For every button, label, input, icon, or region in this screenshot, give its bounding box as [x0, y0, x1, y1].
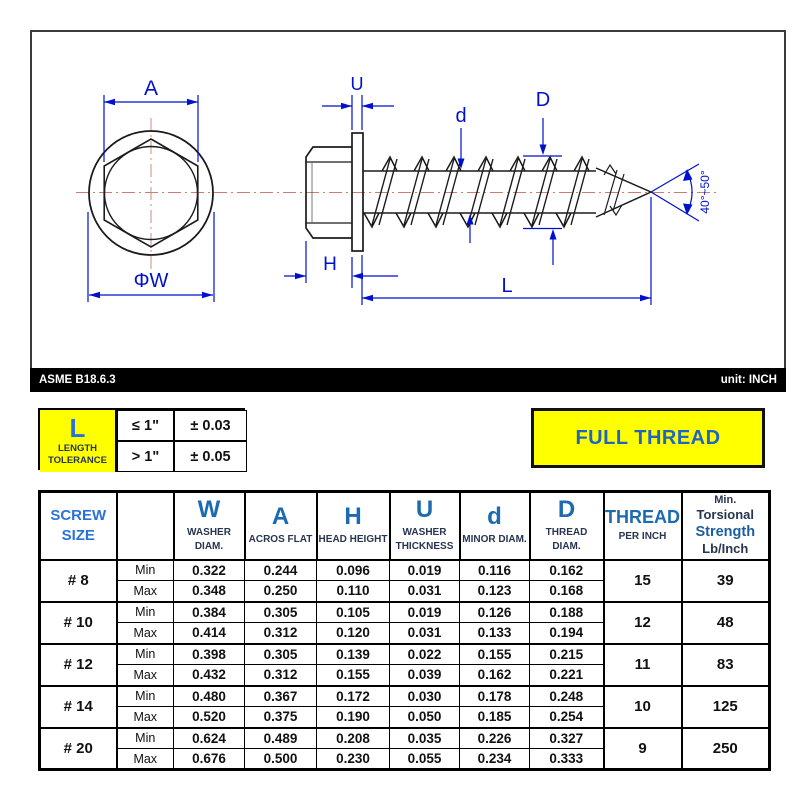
dim-label-phiW: ΦW: [133, 270, 169, 292]
full-thread-banner: [531, 408, 765, 468]
dimension-lines: [88, 95, 699, 305]
tolerance-symbol-cell: [40, 410, 117, 472]
cell-value: 0.022: [390, 644, 460, 665]
dimension-arrowheads: [89, 99, 693, 301]
cell-thread: 11: [604, 644, 682, 686]
cell-min-label: Min: [117, 728, 174, 749]
cell-value: 0.520: [174, 707, 245, 728]
cell-value: 0.050: [390, 707, 460, 728]
cell-thread: 9: [604, 728, 682, 770]
cell-value: 0.123: [460, 581, 530, 602]
cell-value: 0.305: [245, 644, 317, 665]
row-size-14-min: [40, 686, 770, 707]
col-sub: HEAD HEIGHT: [318, 534, 388, 545]
cell-value: 0.248: [530, 686, 604, 707]
side-view-head: [306, 133, 363, 251]
cell-value: 0.035: [390, 728, 460, 749]
col-letter: A: [271, 503, 290, 530]
tolerance-condition: ≤ 1": [117, 410, 174, 441]
cell-value: 0.244: [245, 560, 317, 581]
cell-value: 0.155: [317, 665, 390, 686]
cell-value: 0.188: [530, 602, 604, 623]
cell-value: 0.312: [245, 623, 317, 644]
row-size-20-min: [40, 728, 770, 749]
technical-drawing-panel: [30, 30, 786, 368]
cell-size: # 8: [40, 560, 117, 602]
cell-value: 0.019: [390, 602, 460, 623]
cell-value: 0.178: [460, 686, 530, 707]
header-thread: [604, 492, 682, 560]
col-letter: d: [487, 503, 502, 530]
cell-value: 0.480: [174, 686, 245, 707]
dim-label-d: d: [455, 105, 467, 127]
screw-drawing: [32, 32, 784, 366]
tolerance-symbol: L: [69, 412, 86, 443]
cell-max-label: Max: [117, 581, 174, 602]
full-thread-label: FULL THREAD: [575, 426, 721, 449]
header-row: [40, 492, 770, 560]
cell-value: 0.194: [530, 623, 604, 644]
cell-value: 0.500: [245, 749, 317, 770]
tolerance-value: ± 0.05: [174, 441, 247, 472]
standard-label: ASME B18.6.3: [39, 374, 116, 386]
cell-max-label: Max: [117, 623, 174, 644]
cell-value: 0.155: [460, 644, 530, 665]
cell-value: 0.489: [245, 728, 317, 749]
cell-value: 0.230: [317, 749, 390, 770]
unit-label: unit: INCH: [720, 374, 777, 386]
cell-thread: 15: [604, 560, 682, 602]
cell-size: # 14: [40, 686, 117, 728]
cell-min-label: Min: [117, 644, 174, 665]
tolerance-condition: > 1": [117, 441, 174, 472]
cell-strength: 39: [682, 560, 770, 602]
cell-value: 0.221: [530, 665, 604, 686]
row-size-10-min: [40, 602, 770, 623]
side-view-threads: [363, 157, 651, 227]
cell-value: 0.133: [460, 623, 530, 644]
cell-value: 0.110: [317, 581, 390, 602]
cell-value: 0.226: [460, 728, 530, 749]
col-sub: ACROS FLAT: [248, 534, 313, 545]
cell-max-label: Max: [117, 707, 174, 728]
torsional-line2: Torsional: [696, 507, 755, 523]
thread-subtitle: PER INCH: [618, 531, 667, 542]
torsional-line4: Lb/Inch: [702, 541, 749, 557]
header-col-U: [390, 492, 460, 560]
cell-min-label: Min: [117, 602, 174, 623]
cell-strength: 250: [682, 728, 770, 770]
cell-value: 0.327: [530, 728, 604, 749]
cell-strength: 48: [682, 602, 770, 644]
cell-value: 0.055: [390, 749, 460, 770]
dim-label-H: H: [323, 254, 337, 275]
header-minmax: [117, 492, 174, 560]
cell-value: 0.414: [174, 623, 245, 644]
cell-value: 0.384: [174, 602, 245, 623]
cell-thread: 10: [604, 686, 682, 728]
cell-value: 0.254: [530, 707, 604, 728]
dim-label-U: U: [350, 74, 364, 94]
cell-value: 0.333: [530, 749, 604, 770]
header-col-A: [245, 492, 317, 560]
cell-value: 0.234: [460, 749, 530, 770]
cell-strength: 83: [682, 644, 770, 686]
col-letter: U: [415, 496, 434, 524]
col-letter: H: [344, 503, 362, 530]
header-screw-size: [40, 492, 117, 560]
spec-table: [38, 490, 771, 771]
cell-value: 0.305: [245, 602, 317, 623]
standard-bar: [30, 368, 786, 392]
header-col-d: [460, 492, 530, 560]
dim-label-L: L: [501, 275, 513, 297]
dimension-labels: [134, 74, 712, 297]
cell-value: 0.190: [317, 707, 390, 728]
torsional-line3: Strength: [695, 524, 756, 541]
cell-value: 0.039: [390, 665, 460, 686]
cell-size: # 20: [40, 728, 117, 770]
cell-value: 0.250: [245, 581, 317, 602]
cell-min-label: Min: [117, 686, 174, 707]
cell-value: 0.162: [530, 560, 604, 581]
cell-value: 0.624: [174, 728, 245, 749]
cell-value: 0.432: [174, 665, 245, 686]
col-sub: WASHER DIAM.: [187, 527, 231, 552]
cell-min-label: Min: [117, 560, 174, 581]
cell-value: 0.030: [390, 686, 460, 707]
cell-value: 0.215: [530, 644, 604, 665]
thread-title: THREAD: [605, 507, 680, 527]
cell-value: 0.398: [174, 644, 245, 665]
cell-value: 0.031: [390, 581, 460, 602]
dim-label-angle: 40°~50°: [698, 170, 712, 214]
row-size-8-min: [40, 560, 770, 581]
col-sub: WASHER THICKNESS: [395, 527, 454, 552]
cell-value: 0.322: [174, 560, 245, 581]
cell-value: 0.312: [245, 665, 317, 686]
length-tolerance-table: [38, 408, 245, 470]
cell-value: 0.096: [317, 560, 390, 581]
row-size-12-min: [40, 644, 770, 665]
cell-value: 0.676: [174, 749, 245, 770]
cell-max-label: Max: [117, 665, 174, 686]
cell-value: 0.168: [530, 581, 604, 602]
tolerance-caption: LENGTH TOLERANCE: [48, 442, 107, 466]
dim-label-A: A: [143, 77, 159, 100]
header-torsional: [682, 492, 770, 560]
spec-table-wrapper: [38, 490, 771, 771]
tolerance-value: ± 0.03: [174, 410, 247, 441]
cell-value: 0.019: [390, 560, 460, 581]
col-sub: THREAD DIAM.: [545, 527, 588, 552]
cell-value: 0.105: [317, 602, 390, 623]
col-letter: W: [197, 496, 221, 524]
cell-max-label: Max: [117, 749, 174, 770]
cell-value: 0.139: [317, 644, 390, 665]
screw-size-header-label: SCREW SIZE: [50, 506, 107, 544]
cell-thread: 12: [604, 602, 682, 644]
cell-value: 0.116: [460, 560, 530, 581]
centerlines: [76, 118, 716, 270]
cell-value: 0.348: [174, 581, 245, 602]
cell-value: 0.162: [460, 665, 530, 686]
header-col-W: [174, 492, 245, 560]
torsional-line1: Min.: [714, 493, 737, 506]
cell-value: 0.185: [460, 707, 530, 728]
header-col-D: [530, 492, 604, 560]
cell-value: 0.126: [460, 602, 530, 623]
dim-label-D: D: [535, 89, 551, 111]
cell-value: 0.375: [245, 707, 317, 728]
header-col-H: [317, 492, 390, 560]
cell-value: 0.208: [317, 728, 390, 749]
cell-value: 0.120: [317, 623, 390, 644]
cell-size: # 10: [40, 602, 117, 644]
col-sub: MINOR DIAM.: [462, 534, 527, 545]
cell-value: 0.367: [245, 686, 317, 707]
col-letter: D: [557, 496, 576, 524]
cell-strength: 125: [682, 686, 770, 728]
cell-value: 0.031: [390, 623, 460, 644]
cell-size: # 12: [40, 644, 117, 686]
cell-value: 0.172: [317, 686, 390, 707]
